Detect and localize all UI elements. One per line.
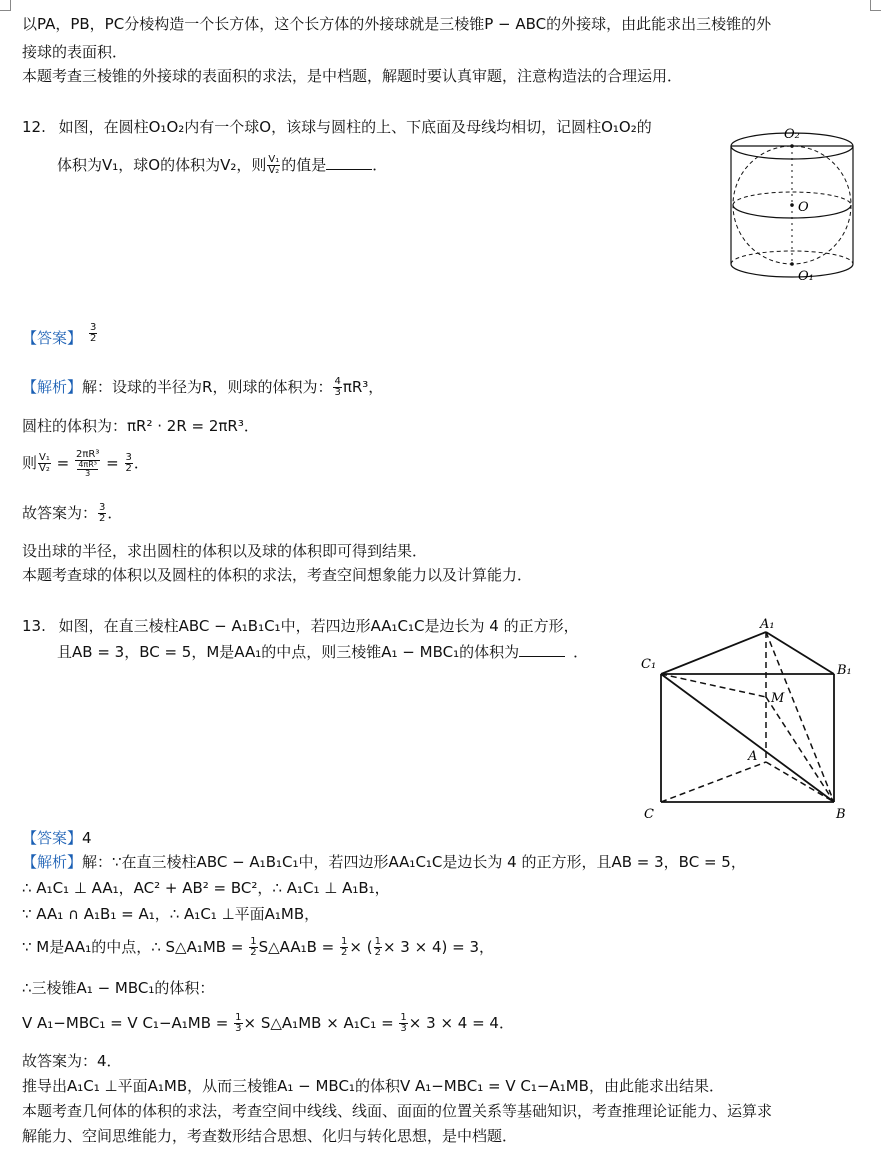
q13-answer-tag: 【答案】: [22, 829, 83, 847]
label-a1: A₁: [760, 617, 775, 632]
label-o: O: [798, 200, 809, 215]
q13-s4: ∵ M是AA₁的中点，∴ S△A₁MB = $\frac{1}{2}$ S△AA₁B = $\frac{1}{2}$ × ( $\frac{1}{2}$ × 3 × 4) = 3，: [22, 936, 494, 958]
q13-number: 13.: [22, 617, 46, 635]
q12-s1a: 解：设球的半径为R，则球的体积为：: [82, 378, 333, 396]
prism-figure: [636, 612, 862, 824]
q12-answer-fraction: $\frac{3}{2}$: [90, 322, 97, 344]
q13-s7: 故答案为：4．: [22, 1052, 122, 1070]
q12-number: 12.: [22, 118, 46, 136]
q12-text-2a: 体积为V₁，球O的体积为V₂，则: [57, 156, 267, 174]
q12-text-2c: ．: [372, 156, 388, 174]
q13-s1: 【解析】解：∵在直三棱柱ABC − A₁B₁C₁中，若四边形AA₁C₁C是边长为 4 的正方形，且AB = 3，BC = 5，: [22, 853, 746, 871]
q12-answer-blank: [326, 155, 372, 170]
label-c: C: [644, 807, 654, 822]
q12-ratio-fraction: $\frac{\text{V₁}}{\text{V₂}}$: [268, 154, 280, 176]
q13-line-2: 且AB = 3，BC = 5，M是AA₁的中点，则三棱锥A₁ − MBC₁的体积为 ．: [57, 643, 589, 661]
q12-s1-fraction: $\frac{4}{3}$: [334, 376, 341, 398]
q13-s9: 本题考查几何体的体积的求法，考查空间中线线、线面、面面的位置关系等基础知识，考查推理论证能力、运算求: [22, 1102, 773, 1120]
q12-s6: 本题考查球的体积以及圆柱的体积的求法，考查空间想象能力以及计算能力．: [22, 566, 533, 584]
q12-s3-big-fraction: $\frac{\text{2πR³}}{\frac{\text{4πR³}}{3}}$: [76, 448, 100, 478]
q12-analysis-tag: 【解析】: [22, 378, 83, 396]
label-b: B: [836, 807, 846, 822]
cylinder-sphere-figure: [722, 116, 868, 296]
label-m: M: [771, 691, 785, 706]
point-o2: [790, 144, 794, 148]
corner-mark-top-right: [870, 0, 881, 11]
q12-analysis-line-1: [22, 372, 383, 402]
q12-s2: 圆柱的体积为：πR² · 2R = 2πR³．: [22, 417, 259, 435]
cylinder-bottom-back: [731, 251, 853, 264]
q13-answer-line: [22, 828, 92, 848]
prev-line-2: 接球的表面积．: [22, 43, 128, 61]
label-a: A: [748, 749, 758, 764]
q12-answer-tag: 【答案】: [22, 329, 83, 347]
q13-line-1: [22, 616, 579, 636]
q13-text-1: 如图，在直三棱柱ABC − A₁B₁C₁中，若四边形AA₁C₁C是边长为 4 的正方形，: [58, 617, 579, 635]
point-o: [790, 203, 794, 207]
q12-text-1: 如图，在圆柱O₁O₂内有一个球O，该球与圆柱的上、下底面及母线均相切，记圆柱O₁O₂的: [58, 118, 652, 136]
q13-answer-blank: [519, 642, 565, 657]
q13-s2: ∴ A₁C₁ ⊥ AA₁，AC² + AB² = BC²，∴ A₁C₁ ⊥ A₁B₁，: [22, 879, 390, 897]
q12-s5: 设出球的半径，求出圆柱的体积以及球的体积即可得到结果．: [22, 542, 428, 560]
label-b1: B₁: [837, 663, 852, 678]
q12-line-1: [22, 117, 652, 137]
q12-text-2b: 的值是: [281, 156, 327, 174]
sphere-equator-back: [733, 192, 851, 205]
q13-s3: ∵ AA₁ ∩ A₁B₁ = A₁，∴ A₁C₁ ⊥平面A₁MB，: [22, 905, 320, 923]
cylinder-bottom-front: [731, 264, 853, 277]
q13-s8: 推导出A₁C₁ ⊥平面A₁MB，从而三棱锥A₁ − MBC₁的体积V A₁−MBC₁ = V C₁−A₁MB，由此能求出结果．: [22, 1077, 724, 1095]
prev-line-1: 以PA，PB，PC分棱构造一个长方体，这个长方体的外接球就是三棱锥P − ABC的外接球，由此能求出三棱锥的外: [22, 15, 772, 33]
q13-s6: V A₁−MBC₁ = V C₁−A₁MB = $\frac{1}{3}$ × S△A₁MB × A₁C₁ = $\frac{1}{3}$ × 3 × 4 = 4．: [22, 1012, 514, 1034]
label-o1: O₁: [798, 269, 814, 284]
label-o2: O₂: [784, 127, 800, 142]
prev-line-3: 本题考查三棱锥的外接球的表面积的求法，是中档题，解题时要认真审题，注意构造法的合理运用．: [22, 67, 683, 85]
q12-s4: 故答案为： $\frac{3}{2}$ ．: [22, 502, 123, 524]
q12-s1b: πR³，: [342, 378, 384, 396]
q13-s10: 解能力、空间思维能力，考查数形结合思想、化归与转化思想，是中档题．: [22, 1127, 518, 1145]
q13-s5: ∴三棱锥A₁ − MBC₁的体积：: [22, 979, 215, 997]
q12-s3: 则 $\frac{\text{V₁}}{\text{V₂}}$ = $\frac{\text{2πR³}}{\frac{\text{4πR³}}{3}}$ = $\frac{3}{2}$ ．: [22, 448, 149, 478]
point-o1: [790, 262, 794, 266]
q13-analysis-tag: 【解析】: [22, 853, 83, 871]
corner-mark-top-left: [0, 0, 11, 11]
q12-line-2: [57, 150, 387, 180]
q13-answer: 4: [82, 829, 92, 847]
label-c1: C₁: [641, 657, 657, 672]
